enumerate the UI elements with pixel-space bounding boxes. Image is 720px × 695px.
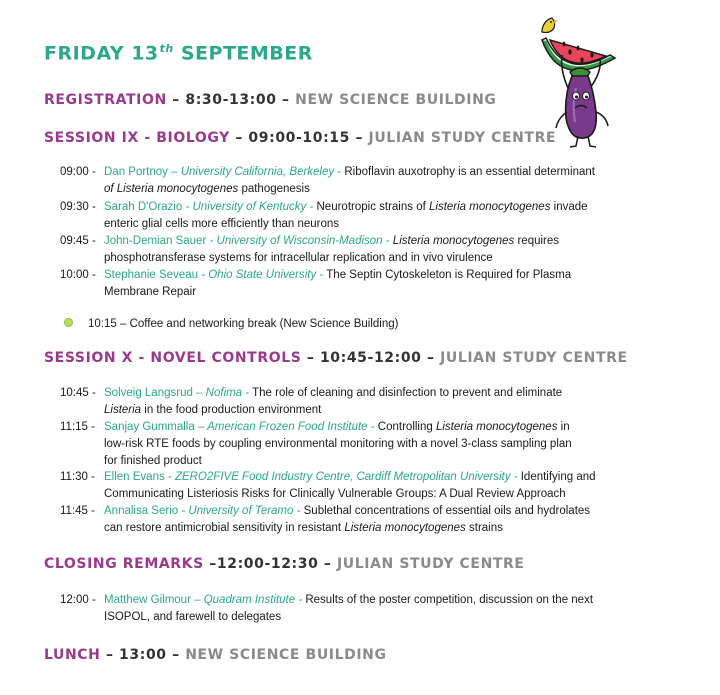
- talk-title-italic: Listeria monocytogenes: [429, 201, 551, 213]
- talk-title: The Septin Cytoskeleton is Required for Plasma: [326, 269, 572, 281]
- registration-label: REGISTRATION: [44, 92, 167, 108]
- registration-venue: NEW SCIENCE BUILDING: [295, 92, 497, 108]
- session10-heading: [44, 350, 628, 366]
- talk-title-rest: pathogenesis: [238, 183, 310, 195]
- talk-speaker: Annalisa Serio: [104, 505, 179, 517]
- talk-title: Results of the poster competition, discussion on the next: [305, 594, 594, 606]
- talk-time: 09:30 -: [60, 201, 96, 213]
- talk-affiliation: – Quadram Institute -: [194, 594, 303, 606]
- lunch-label: LUNCH: [44, 647, 101, 663]
- day-title-suffix: th: [159, 42, 174, 55]
- session10-venue: JULIAN STUDY CENTRE: [440, 350, 628, 366]
- talk-item: [60, 199, 660, 233]
- closing-venue: JULIAN STUDY CENTRE: [336, 556, 525, 572]
- lunch-heading: [44, 647, 387, 663]
- talk-title-line2: ISOPOL, and farewell to delegates: [104, 611, 282, 623]
- talk-title: Identifying and: [520, 471, 596, 483]
- talk-speaker: Sanjay Gummalla: [104, 421, 195, 433]
- talk-item: [60, 503, 660, 537]
- talk-speaker: Matthew Gilmour: [104, 594, 191, 606]
- session9-heading: [44, 130, 556, 146]
- session9-time: – 09:00-10:15 –: [235, 130, 364, 146]
- talk-time: 10:00 -: [60, 269, 96, 281]
- talk-time: 12:00 -: [60, 594, 96, 606]
- talk-title-end: strains: [469, 522, 503, 534]
- talk-time: 10:45 -: [60, 387, 96, 399]
- talk-time: 11:15 -: [60, 421, 95, 433]
- talk-affiliation: – University California, Berkeley -: [171, 166, 342, 178]
- talk-item: [60, 469, 660, 503]
- talk-title-italic: Listeria monocytogenes: [344, 522, 466, 534]
- green-dot-icon: [64, 318, 73, 327]
- session9-venue: JULIAN STUDY CENTRE: [368, 130, 557, 146]
- day-title: [44, 42, 313, 64]
- talk-title-italic: Listeria monocytogenes: [435, 421, 558, 433]
- talk-title: Neurotropic strains of: [316, 201, 426, 213]
- talk-title: The role of cleaning and disinfection to prevent and eliminate: [252, 387, 563, 399]
- coffee-break: [64, 316, 398, 333]
- talk-affiliation: - Ohio State University -: [201, 269, 324, 281]
- talk-title-italic: of Listeria monocytogenes: [104, 183, 239, 195]
- closing-time: –12:00-12:30 –: [209, 556, 332, 572]
- talk-affiliation: - University of Kentucky -: [185, 201, 314, 213]
- talk-time: 11:30 -: [60, 471, 95, 483]
- closing-heading: [44, 556, 525, 572]
- talk-item: [60, 385, 660, 419]
- registration-heading: [44, 92, 497, 108]
- talk-speaker: Ellen Evans: [104, 471, 165, 483]
- talk-item: [60, 592, 660, 626]
- talk-affiliation: - University of Teramo -: [181, 505, 301, 517]
- talk-item: [60, 419, 660, 470]
- talk-title-line3: for finished product: [104, 455, 202, 467]
- talk-title-line2: can restore antimicrobial sensitivity in resistant: [104, 522, 342, 534]
- talk-title-rest: in the food production environment: [141, 404, 322, 416]
- talk-title: Riboflavin auxotrophy is an essential determinant: [344, 166, 595, 178]
- talk-affiliation: - ZERO2FIVE Food Industry Centre, Cardiff Metropolitan University -: [167, 471, 518, 483]
- talk-item: [60, 267, 660, 301]
- talk-title-end: invade: [553, 201, 588, 213]
- talk-speaker: Stephanie Seveau: [104, 269, 198, 281]
- closing-label: CLOSING REMARKS: [44, 556, 204, 572]
- day-title-main: FRIDAY 13: [44, 42, 159, 65]
- talk-title-line2: Communicating Listeriosis Risks for Clinically Vulnerable Groups: A Dual Review Approach: [104, 488, 566, 500]
- talk-time: 11:45 -: [60, 505, 95, 517]
- session10-label: SESSION X - NOVEL CONTROLS: [44, 350, 302, 366]
- lunch-venue: NEW SCIENCE BUILDING: [185, 647, 387, 663]
- eggplant-mascot-icon: [520, 0, 650, 150]
- talk-time: 09:00 -: [60, 166, 96, 178]
- registration-time: – 8:30-13:00 –: [172, 92, 290, 108]
- talk-title-end: requires: [517, 235, 560, 247]
- talk-title-end: in: [560, 421, 570, 433]
- talk-title-line2: Membrane Repair: [104, 286, 197, 298]
- talk-title-line2: low-risk RTE foods by coupling environmental monitoring with a novel 3-class sampling plan: [104, 438, 572, 450]
- talk-affiliation: – Nofima -: [196, 387, 250, 399]
- talk-title-italic: Listeria: [104, 404, 142, 416]
- talk-speaker: Sarah D'Orazio: [104, 201, 183, 213]
- break-text: 10:15 – Coffee and networking break (New Science Building): [88, 318, 399, 330]
- talk-item: [60, 233, 660, 267]
- day-title-rest: SEPTEMBER: [173, 42, 313, 65]
- talk-title-italic: Listeria monocytogenes: [392, 235, 515, 247]
- talk-speaker: John-Demian Sauer: [104, 235, 207, 247]
- talk-time: 09:45 -: [60, 235, 96, 247]
- lunch-time: – 13:00 –: [105, 647, 180, 663]
- talk-title: Controlling: [377, 421, 433, 433]
- talk-title-line2: enteric glial cells more efficiently than neurons: [104, 218, 340, 230]
- session9-label: SESSION IX - BIOLOGY: [44, 130, 230, 146]
- talk-item: [60, 164, 660, 198]
- talk-title-line2: phosphotransferase systems for intracellular replication and in vivo virulence: [104, 252, 493, 264]
- talk-title: Sublethal concentrations of essential oils and hydrolates: [303, 505, 591, 517]
- talk-speaker: Solveig Langsrud: [104, 387, 193, 399]
- talk-speaker: Dan Portnoy: [104, 166, 168, 178]
- talk-affiliation: - University of Wisconsin-Madison -: [209, 235, 390, 247]
- talk-affiliation: – American Frozen Food Institute -: [197, 421, 375, 433]
- session10-time: – 10:45-12:00 –: [306, 350, 435, 366]
